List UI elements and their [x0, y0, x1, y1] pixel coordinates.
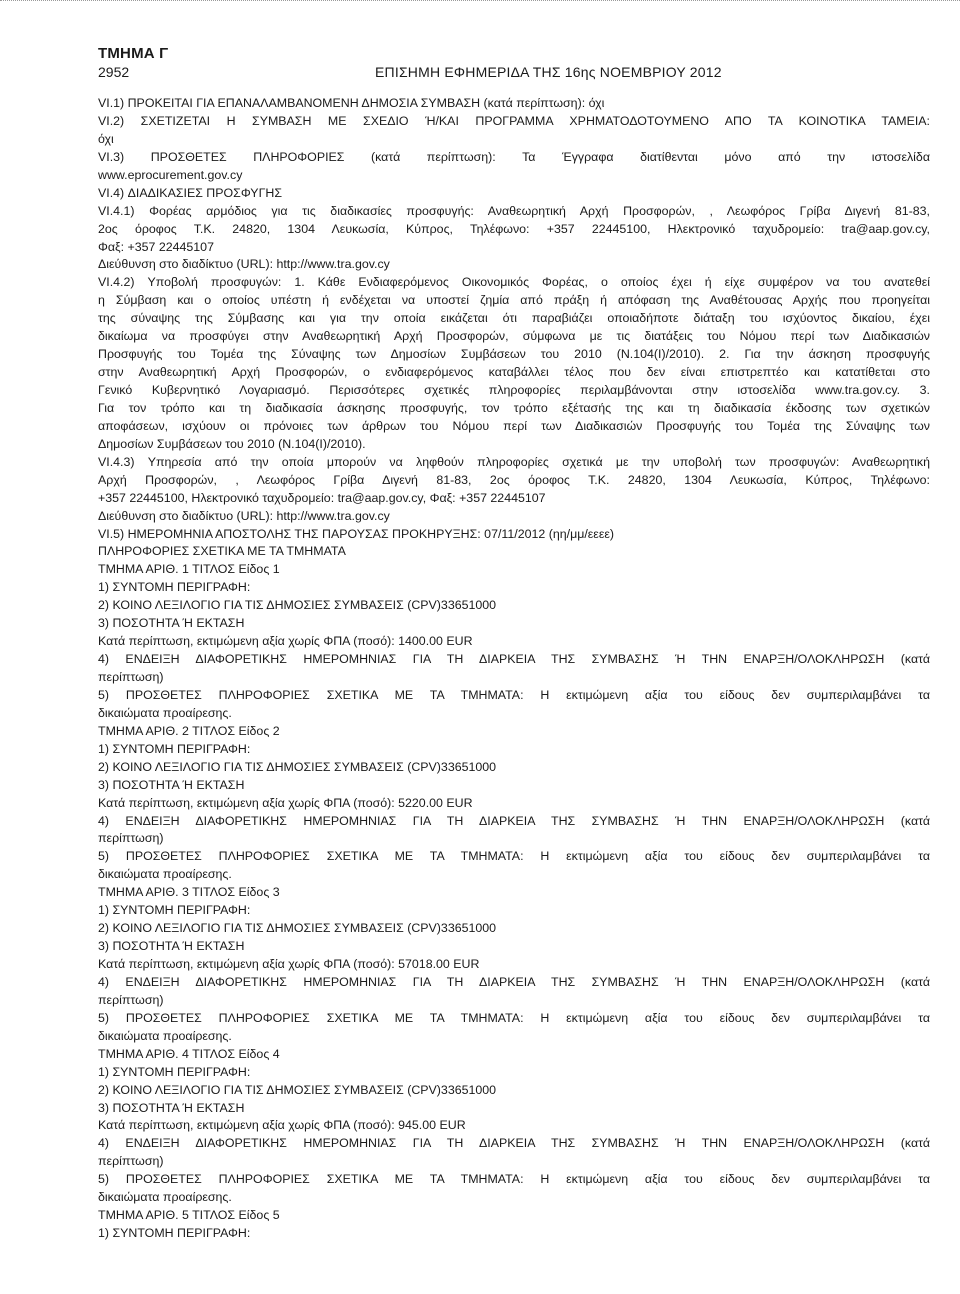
text-line: Κατά περίπτωση, εκτιμώμενη αξία χωρίς ΦΠΑ (ποσό): 945.00 EUR — [98, 1118, 466, 1133]
text-line: 5) ΠΡΟΣΘΕΤΕΣ ΠΛΗΡΟΦΟΡΙΕΣ ΣΧΕΤΙΚΑ ΜΕ ΤΑ ΤΜΗΜΑΤΑ: Η εκτιμώμενη αξία του είδους δεν συμπεριλαμβάνει τα — [98, 1172, 930, 1187]
text-line: ΤΜΗΜΑ ΑΡΙΘ. 5 ΤΙΤΛΟΣ Είδος 5 — [98, 1208, 280, 1223]
text-line: περίπτωση) — [98, 670, 164, 684]
text-line: δικαίωμα να προσφύγει στην Αναθεωρητική Αρχή Προσφορών, σύμφωνα με τις διατάξεις του Νόμου περί των Διαδικασιών — [98, 329, 930, 344]
text-line: 2) ΚΟΙΝΟ ΛΕΞΙΛΟΓΙΟ ΓΙΑ ΤΙΣ ΔΗΜΟΣΙΕΣ ΣΥΜΒΑΣΕΙΣ (CPV)33651000 — [98, 759, 497, 774]
text-line: Αρχή Προσφορών, , Λεωφόρος Γρίβα Διγενή 81-83, 2ος όροφος Τ.Κ. 24820, 1304 Λευκωσία, Κύπρος, Τηλέφωνο: — [98, 472, 930, 487]
text-line: δικαιώματα προαίρεσης. — [98, 705, 232, 720]
text-line: 1) ΣΥΝΤΟΜΗ ΠΕΡΙΓΡΑΦΗ: — [98, 1064, 251, 1079]
text-line: VI.1) ΠΡΟΚΕΙΤΑΙ ΓΙΑ ΕΠΑΝΑΛΑΜΒΑΝΟΜΕΝΗ ΔΗΜΟΣΙΑ ΣΥΜΒΑΣΗ (κατά περίπτωση): όχι — [98, 96, 605, 110]
text-line: περίπτωση) — [98, 1154, 164, 1169]
text-line: 5) ΠΡΟΣΘΕΤΕΣ ΠΛΗΡΟΦΟΡΙΕΣ ΣΧΕΤΙΚΑ ΜΕ ΤΑ ΤΜΗΜΑΤΑ: Η εκτιμώμενη αξία του είδους δεν συμπεριλαμβάνει τα — [98, 1010, 930, 1025]
text-line: VI.4) ΔΙΑΔΙΚΑΣΙΕΣ ΠΡΟΣΦΥΓΗΣ — [98, 185, 283, 200]
text-line: VI.2) ΣΧΕΤΙΖΕΤΑΙ Η ΣΥΜΒΑΣΗ ΜΕ ΣΧΕΔΙΟ Ή/ΚΑΙ ΠΡΟΓΡΑΜΜΑ ΧΡΗΜΑΤΟΔΟΤΟΥΜΕΝΟ ΑΠΟ ΤΑ ΚΟΙΝΟΤΙΚΑ ΤΑΜΕΙΑ: — [98, 113, 930, 128]
text-line: 5) ΠΡΟΣΘΕΤΕΣ ΠΛΗΡΟΦΟΡΙΕΣ ΣΧΕΤΙΚΑ ΜΕ ΤΑ ΤΜΗΜΑΤΑ: Η εκτιμώμενη αξία του είδους δεν συμπεριλαμβάνει τα — [98, 849, 930, 864]
text-line: Κατά περίπτωση, εκτιμώμενη αξία χωρίς ΦΠΑ (ποσό): 57018.00 EUR — [98, 957, 480, 971]
text-line: 4) ΕΝΔΕΙΞΗ ΔΙΑΦΟΡΕΤΙΚΗΣ ΗΜΕΡΟΜΗΝΙΑΣ ΓΙΑ ΤΗ ΔΙΑΡΚΕΙΑ ΤΗΣ ΣΥΜΒΑΣΗΣ Ή ΤΗΝ ΕΝΑΡΞΗ/ΟΛΟΚΛΗΡΩΣΗ (κατά — [98, 1136, 930, 1151]
text-line: www.eprocurement.gov.cy — [98, 167, 243, 182]
text-line: +357 22445100, Ηλεκτρονικό ταχυδρομείο: tra@aap.gov.cy, Φαξ: +357 22445107 — [98, 490, 546, 505]
text-line: περίπτωση) — [98, 831, 164, 846]
text-line: VI.5) ΗΜΕΡΟΜΗΝΙΑ ΑΠΟΣΤΟΛΗΣ ΤΗΣ ΠΑΡΟΥΣΑΣ ΠΡΟΚΗΡΥΞΗΣ: 07/11/2012 (ηη/μμ/εεεε) — [98, 526, 615, 541]
text-line: 3) ΠΟΣΟΤΗΤΑ Ή ΕΚΤΑΣΗ — [98, 939, 245, 954]
text-line: όχι — [98, 131, 114, 146]
page-header — [98, 64, 938, 84]
text-line: ΠΛΗΡΟΦΟΡΙΕΣ ΣΧΕΤΙΚΑ ΜΕ ΤΑ ΤΜΗΜΑΤΑ — [98, 544, 346, 559]
top-border-rule — [0, 0, 960, 4]
text-line: 1) ΣΥΝΤΟΜΗ ΠΕΡΙΓΡΑΦΗ: — [98, 741, 251, 756]
text-line: 2ος όροφος Τ.Κ. 24820, 1304 Λευκωσία, Κύπρος, Τηλέφωνο: +357 22445100, Ηλεκτρονικό ταχυδρομείο: tra@aap.gov.cy, — [98, 221, 930, 236]
text-line: 1) ΣΥΝΤΟΜΗ ΠΕΡΙΓΡΑΦΗ: — [98, 903, 251, 918]
text-line: της σύναψης της Σύμβασης και για την οποία εικάζεται ότι παραβιάζει οποιαδήποτε διάταξη του ισχύοντος δικαίου, έχει — [98, 311, 930, 326]
text-line: δικαιώματα προαίρεσης. — [98, 867, 232, 882]
text-line: ΤΜΗΜΑ ΑΡΙΘ. 4 ΤΙΤΛΟΣ Είδος 4 — [98, 1046, 280, 1061]
text-line: στην Αναθεωρητική Αρχή Προσφορών, ο ενδιαφερόμενος καταβάλλει τέλος που δεν είναι επιστρεπτέο και κατατίθεται στο — [98, 365, 930, 380]
text-line: δικαιώματα προαίρεσης. — [98, 1190, 232, 1205]
text-line: 5) ΠΡΟΣΘΕΤΕΣ ΠΛΗΡΟΦΟΡΙΕΣ ΣΧΕΤΙΚΑ ΜΕ ΤΑ ΤΜΗΜΑΤΑ: Η εκτιμώμενη αξία του είδους δεν συμπεριλαμβάνει τα — [98, 687, 930, 702]
text-line: 3) ΠΟΣΟΤΗΤΑ Ή ΕΚΤΑΣΗ — [98, 1100, 245, 1115]
text-line: 2) ΚΟΙΝΟ ΛΕΞΙΛΟΓΙΟ ΓΙΑ ΤΙΣ ΔΗΜΟΣΙΕΣ ΣΥΜΒΑΣΕΙΣ (CPV)33651000 — [98, 598, 497, 613]
text-line: 2) ΚΟΙΝΟ ΛΕΞΙΛΟΓΙΟ ΓΙΑ ΤΙΣ ΔΗΜΟΣΙΕΣ ΣΥΜΒΑΣΕΙΣ (CPV)33651000 — [98, 921, 497, 936]
document-body — [98, 95, 930, 1243]
text-line: 4) ΕΝΔΕΙΞΗ ΔΙΑΦΟΡΕΤΙΚΗΣ ΗΜΕΡΟΜΗΝΙΑΣ ΓΙΑ ΤΗ ΔΙΑΡΚΕΙΑ ΤΗΣ ΣΥΜΒΑΣΗΣ Ή ΤΗΝ ΕΝΑΡΞΗ/ΟΛΟΚΛΗΡΩΣΗ (κατά — [98, 813, 930, 828]
text-line: 1) ΣΥΝΤΟΜΗ ΠΕΡΙΓΡΑΦΗ: — [98, 1226, 251, 1241]
gazette-title: ΕΠΙΣΗΜΗ ΕΦΗΜΕΡΙΔΑ ΤΗΣ 16ης ΝΟΕΜΒΡΙΟΥ 2012 — [375, 64, 722, 80]
text-line: 4) ΕΝΔΕΙΞΗ ΔΙΑΦΟΡΕΤΙΚΗΣ ΗΜΕΡΟΜΗΝΙΑΣ ΓΙΑ ΤΗ ΔΙΑΡΚΕΙΑ ΤΗΣ ΣΥΜΒΑΣΗΣ Ή ΤΗΝ ΕΝΑΡΞΗ/ΟΛΟΚΛΗΡΩΣΗ (κατά — [98, 974, 930, 989]
text-line: VI.4.1) Φορέας αρμόδιος για τις διαδικασίες προσφυγής: Αναθεωρητική Αρχή Προσφορών, , Λεωφόρος Γρίβα Διγενή 81-83, — [98, 203, 930, 218]
text-line: 3) ΠΟΣΟΤΗΤΑ Ή ΕΚΤΑΣΗ — [98, 616, 245, 631]
text-line: ΤΜΗΜΑ ΑΡΙΘ. 2 ΤΙΤΛΟΣ Είδος 2 — [98, 723, 280, 738]
text-line: 2) ΚΟΙΝΟ ΛΕΞΙΛΟΓΙΟ ΓΙΑ ΤΙΣ ΔΗΜΟΣΙΕΣ ΣΥΜΒΑΣΕΙΣ (CPV)33651000 — [98, 1082, 497, 1097]
text-line: 1) ΣΥΝΤΟΜΗ ΠΕΡΙΓΡΑΦΗ: — [98, 580, 251, 595]
section-label: ΤΜΗΜΑ Γ — [98, 45, 169, 62]
text-line: περίπτωση) — [98, 992, 164, 1007]
text-line: VI.3) ΠΡΟΣΘΕΤΕΣ ΠΛΗΡΟΦΟΡΙΕΣ (κατά περίπτωση): Τα Έγγραφα διατίθενται μόνο από την ιστοσελίδα — [98, 149, 930, 164]
text-line: 3) ΠΟΣΟΤΗΤΑ Ή ΕΚΤΑΣΗ — [98, 777, 245, 792]
text-line: ΤΜΗΜΑ ΑΡΙΘ. 1 ΤΙΤΛΟΣ Είδος 1 — [98, 562, 280, 577]
text-line: VI.4.3) Υπηρεσία από την οποία μπορούν να ληφθούν πληροφορίες σχετικά με την υποβολή των προσφυγών: Αναθεωρητική — [98, 454, 930, 469]
text-line: δικαιώματα προαίρεσης. — [98, 1028, 232, 1043]
text-line: VI.4.2) Υποβολή προσφυγών: 1. Κάθε Ενδιαφερόμενος Οικονομικός Φορέας, ο οποίος έχει ή είχε συμφέρον να του ανατεθεί — [98, 275, 930, 290]
text-line: Κατά περίπτωση, εκτιμώμενη αξία χωρίς ΦΠΑ (ποσό): 5220.00 EUR — [98, 795, 473, 810]
text-line: Προσφυγής του Τομέα της Σύναψης των Δημοσίων Συμβάσεων του 2010 (Ν.104(Ι)/2010). 2. Για την άσκηση προσφυγής — [98, 347, 930, 362]
page-number: 2952 — [98, 64, 130, 80]
text-line: Διεύθυνση στο διαδίκτυο (URL): http://www.tra.gov.cy — [98, 257, 390, 272]
text-line: Γενικό Κυβερνητικό Λογαριασμό. Περισσότερες σχετικές πληροφορίες περιλαμβάνονται στην ιστοσελίδα www.tra.gov.cy. 3. — [98, 383, 930, 397]
text-line: Διεύθυνση στο διαδίκτυο (URL): http://www.tra.gov.cy — [98, 508, 390, 523]
text-line: Δημοσίων Συμβάσεων του 2010 (Ν.104(Ι)/2010). — [98, 436, 366, 451]
text-line: Για τον τρόπο και τη διαδικασία άσκησης προσφυγής, τον τρόπο εξέτασής της και τη διαδικασία έκδοσης των σχετικών — [98, 400, 930, 415]
text-line: 4) ΕΝΔΕΙΞΗ ΔΙΑΦΟΡΕΤΙΚΗΣ ΗΜΕΡΟΜΗΝΙΑΣ ΓΙΑ ΤΗ ΔΙΑΡΚΕΙΑ ΤΗΣ ΣΥΜΒΑΣΗΣ Ή ΤΗΝ ΕΝΑΡΞΗ/ΟΛΟΚΛΗΡΩΣΗ (κατά — [98, 652, 930, 667]
text-line: ΤΜΗΜΑ ΑΡΙΘ. 3 ΤΙΤΛΟΣ Είδος 3 — [98, 885, 280, 900]
text-line: αποφάσεων, ισχύουν οι πρόνοιες των άρθρων του Νόμου περί των Διαδικασιών Προσφυγής του Τομέα της Σύναψης των — [98, 418, 930, 433]
text-line: Φαξ: +357 22445107 — [98, 239, 214, 254]
text-line: η Σύμβαση και ο οποίος υπέστη ή ενδέχεται να υποστεί ζημία από πράξη ή απόφαση της Αναθέτουσας Αρχής που προηγείται — [98, 293, 930, 308]
text-line: Κατά περίπτωση, εκτιμώμενη αξία χωρίς ΦΠΑ (ποσό): 1400.00 EUR — [98, 634, 473, 649]
